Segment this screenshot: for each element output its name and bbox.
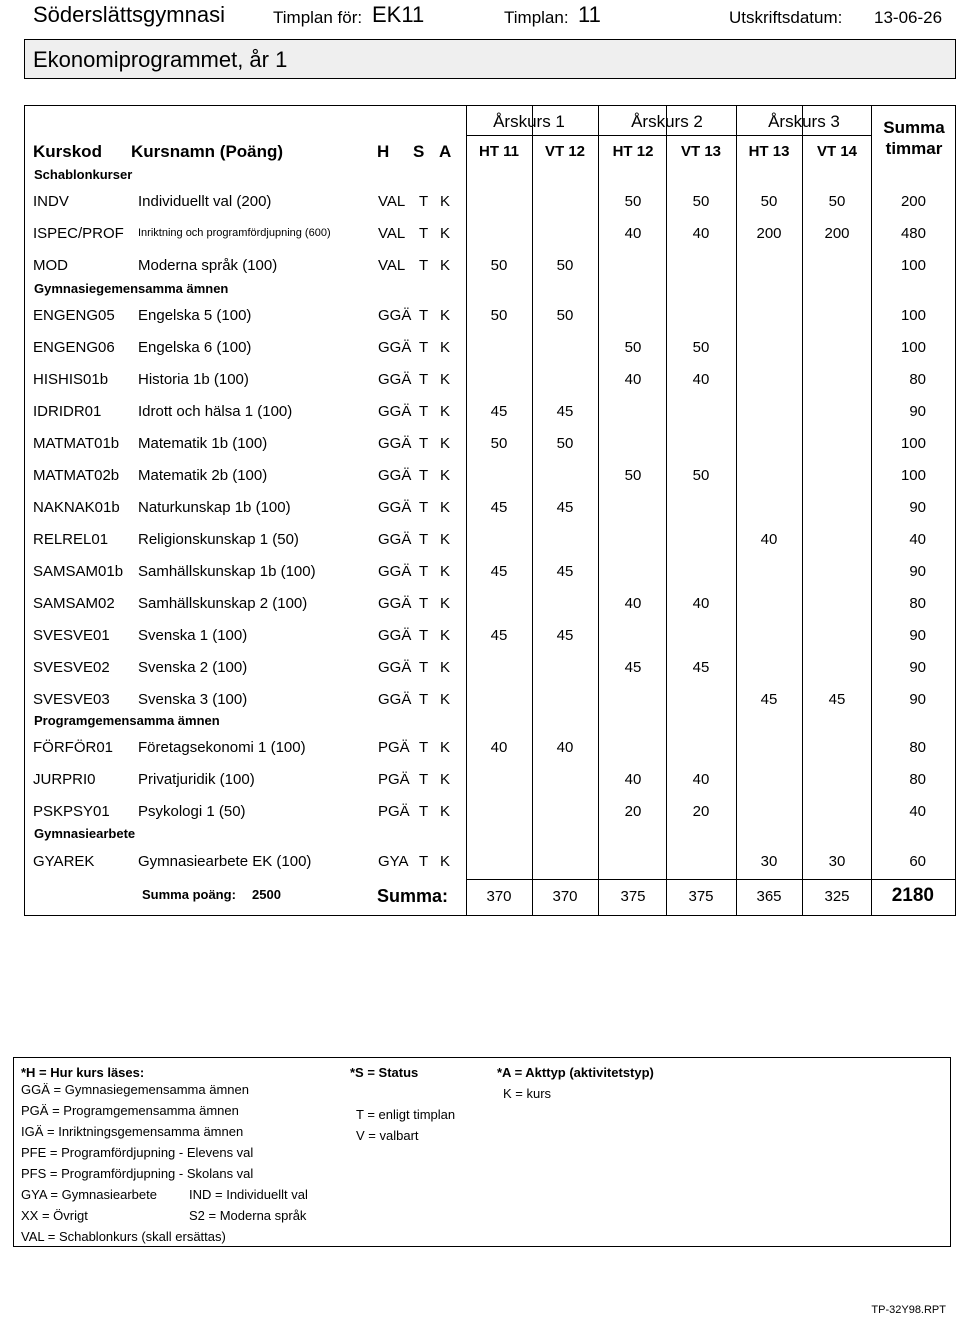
course-h: GGÄ (378, 403, 412, 420)
course-name: Svenska 1 (100) (138, 627, 248, 644)
course-s: T (419, 803, 429, 820)
term-hours: 50 (760, 193, 778, 210)
legend-h-item: IND = Individuellt val (189, 1187, 308, 1202)
course-code: ENGENG06 (33, 339, 115, 356)
course-h: PGÄ (378, 771, 410, 788)
course-name: Samhällskunskap 2 (100) (138, 595, 308, 612)
course-s: T (419, 691, 429, 708)
course-name: Privatjuridik (100) (138, 771, 255, 788)
print-date-value: 13-06-26 (874, 8, 943, 27)
course-code: IDRIDR01 (33, 403, 102, 420)
course-name: Engelska 6 (100) (138, 339, 252, 356)
course-sum: 100 (900, 467, 926, 484)
course-name: Individuellt val (200) (138, 193, 272, 210)
term-hours: 20 (624, 803, 642, 820)
term-hours: 45 (556, 563, 574, 580)
sum-header-line2: timmar (885, 139, 943, 158)
term-hours: 45 (760, 691, 778, 708)
term-header: HT 11 (478, 143, 520, 160)
section-title: Schablonkurser (34, 167, 133, 182)
course-sum: 90 (909, 499, 926, 516)
term-hours: 40 (692, 595, 710, 612)
course-name: Svenska 3 (100) (138, 691, 248, 708)
course-name: Historia 1b (100) (138, 371, 249, 388)
term-hours: 40 (760, 531, 778, 548)
course-sum: 60 (909, 853, 926, 870)
plan-for-label: Timplan för: (273, 8, 363, 27)
course-a: K (440, 739, 451, 756)
course-sum: 40 (909, 803, 926, 820)
course-a: K (440, 467, 451, 484)
section-title: Programgemensamma ämnen (34, 713, 220, 728)
course-h: PGÄ (378, 803, 410, 820)
legend-h-item: VAL = Schablonkurs (skall ersättas) (21, 1229, 226, 1244)
course-s: T (419, 659, 429, 676)
course-sum: 90 (909, 403, 926, 420)
course-h: GGÄ (378, 627, 412, 644)
course-h: GGÄ (378, 467, 412, 484)
course-name: Religionskunskap 1 (50) (138, 531, 299, 548)
course-s: T (419, 225, 429, 242)
term-hours: 50 (490, 435, 508, 452)
term-hours: 50 (556, 307, 574, 324)
grid-line (466, 879, 956, 880)
course-a: K (440, 225, 451, 242)
term-hours: 40 (692, 371, 710, 388)
course-a: K (440, 435, 451, 452)
course-code: SVESVE01 (33, 627, 110, 644)
term-hours: 45 (828, 691, 846, 708)
course-h: GGÄ (378, 307, 412, 324)
term-hours: 200 (756, 225, 782, 242)
course-a: K (440, 403, 451, 420)
course-code: SAMSAM01b (33, 563, 124, 580)
term-hours: 50 (556, 435, 574, 452)
section-title: Gymnasiegemensamma ämnen (34, 281, 229, 296)
sum-label: Summa: (377, 886, 449, 906)
year-header: Årskurs 3 (768, 112, 840, 131)
course-h: GGÄ (378, 371, 412, 388)
course-a: K (440, 339, 451, 356)
course-a: K (440, 691, 451, 708)
term-hours: 50 (624, 339, 642, 356)
course-name: Moderna språk (100) (138, 257, 278, 274)
grid-line (802, 105, 803, 916)
course-sum: 100 (900, 257, 926, 274)
course-name: Svenska 2 (100) (138, 659, 248, 676)
course-name: Naturkunskap 1b (100) (138, 499, 291, 516)
course-code: FÖRFÖR01 (33, 739, 114, 756)
term-total: 375 (620, 888, 646, 905)
term-header: VT 14 (816, 143, 858, 160)
course-s: T (419, 853, 429, 870)
term-hours: 40 (624, 595, 642, 612)
term-hours: 40 (624, 771, 642, 788)
course-s: T (419, 403, 429, 420)
term-hours: 30 (828, 853, 846, 870)
course-code: MATMAT02b (33, 467, 120, 484)
term-hours: 50 (692, 339, 710, 356)
term-header: HT 13 (748, 143, 790, 160)
course-sum: 80 (909, 371, 926, 388)
course-sum: 100 (900, 435, 926, 452)
course-h: GGÄ (378, 339, 412, 356)
course-sum: 90 (909, 627, 926, 644)
course-name: Företagsekonomi 1 (100) (138, 739, 306, 756)
course-a: K (440, 853, 451, 870)
course-code: SVESVE02 (33, 659, 110, 676)
legend-h-item: XX = Övrigt (21, 1208, 88, 1223)
course-sum: 480 (900, 225, 926, 242)
course-h: GGÄ (378, 595, 412, 612)
course-s: T (419, 771, 429, 788)
points-label: Summa poäng: (142, 887, 236, 902)
course-h: GGÄ (378, 499, 412, 516)
course-s: T (419, 499, 429, 516)
course-code: ISPEC/PROF (33, 225, 124, 242)
course-name: Psykologi 1 (50) (138, 803, 246, 820)
course-a: K (440, 257, 451, 274)
legend-h-title: *H = Hur kurs läses: (21, 1065, 145, 1080)
course-a: K (440, 595, 451, 612)
term-hours: 30 (760, 853, 778, 870)
term-header: HT 12 (612, 143, 654, 160)
course-sum: 80 (909, 595, 926, 612)
term-header: VT 12 (544, 143, 586, 160)
course-s: T (419, 467, 429, 484)
course-s: T (419, 739, 429, 756)
legend-h-item: S2 = Moderna språk (189, 1208, 307, 1223)
term-hours: 40 (624, 371, 642, 388)
term-hours: 45 (556, 403, 574, 420)
term-hours: 45 (556, 499, 574, 516)
course-h: GYA (378, 853, 409, 870)
course-name: Samhällskunskap 1b (100) (138, 563, 316, 580)
course-name: Idrott och hälsa 1 (100) (138, 403, 293, 420)
term-hours: 45 (490, 403, 508, 420)
legend-h-item: GGÄ = Gymnasiegemensamma ämnen (21, 1082, 249, 1097)
program-title: Ekonomiprogrammet, år 1 (33, 47, 288, 72)
course-h: VAL (378, 193, 406, 210)
term-total: 325 (824, 888, 850, 905)
grid-line (598, 105, 599, 916)
grid-line (666, 105, 667, 916)
grand-total: 2180 (891, 885, 934, 906)
course-h: VAL (378, 225, 406, 242)
course-code: HISHIS01b (33, 371, 109, 388)
s-header: S (413, 142, 425, 161)
term-hours: 45 (624, 659, 642, 676)
course-name: Matematik 1b (100) (138, 435, 268, 452)
legend-s-item: V = valbart (356, 1128, 419, 1143)
course-h: GGÄ (378, 691, 412, 708)
course-code: NAKNAK01b (33, 499, 120, 516)
term-hours: 50 (624, 467, 642, 484)
course-s: T (419, 627, 429, 644)
course-h: GGÄ (378, 435, 412, 452)
course-s: T (419, 563, 429, 580)
course-h: GGÄ (378, 659, 412, 676)
course-sum: 90 (909, 563, 926, 580)
course-code: RELREL01 (33, 531, 109, 548)
course-code: PSKPSY01 (33, 803, 110, 820)
course-a: K (440, 803, 451, 820)
term-hours: 50 (624, 193, 642, 210)
course-a: K (440, 531, 451, 548)
term-hours: 40 (556, 739, 574, 756)
year-header: Årskurs 2 (631, 112, 703, 131)
course-a: K (440, 371, 451, 388)
a-header: A (439, 142, 452, 161)
term-hours: 45 (490, 499, 508, 516)
term-hours: 45 (556, 627, 574, 644)
term-hours: 50 (692, 467, 710, 484)
course-code: SVESVE03 (33, 691, 110, 708)
term-hours: 200 (824, 225, 850, 242)
school-name: Söderslättsgymnasi (33, 2, 225, 27)
grid-line (466, 135, 871, 136)
plan-label: Timplan: (504, 8, 569, 27)
course-code: ENGENG05 (33, 307, 115, 324)
term-hours: 40 (692, 771, 710, 788)
term-hours: 40 (692, 225, 710, 242)
term-hours: 40 (624, 225, 642, 242)
course-h: PGÄ (378, 739, 410, 756)
course-s: T (419, 371, 429, 388)
course-sum: 40 (909, 531, 926, 548)
course-h: VAL (378, 257, 406, 274)
term-hours: 20 (692, 803, 710, 820)
legend-h-item: IGÄ = Inriktningsgemensamma ämnen (21, 1124, 244, 1139)
course-code: MATMAT01b (33, 435, 120, 452)
course-code: MOD (33, 257, 68, 274)
course-s: T (419, 339, 429, 356)
print-date-label: Utskriftsdatum: (729, 8, 843, 27)
course-code: GYAREK (33, 853, 95, 870)
course-s: T (419, 435, 429, 452)
term-hours: 50 (828, 193, 846, 210)
course-sum: 100 (900, 307, 926, 324)
course-code: INDV (33, 193, 69, 210)
term-total: 375 (688, 888, 714, 905)
legend-s-title: *S = Status (350, 1065, 419, 1080)
legend-h-item: PFE = Programfördjupning - Elevens val (21, 1145, 254, 1160)
legend-h-item: GYA = Gymnasiearbete (21, 1187, 157, 1202)
legend-h-item: PGÄ = Programgemensamma ämnen (21, 1103, 239, 1118)
course-code: SAMSAM02 (33, 595, 115, 612)
term-hours: 50 (556, 257, 574, 274)
sum-header (872, 117, 956, 159)
term-hours: 45 (692, 659, 710, 676)
course-a: K (440, 499, 451, 516)
plan-value: 11 (578, 2, 601, 27)
report-id: TP-32Y98.RPT (871, 1304, 946, 1316)
course-name: Inriktning och programfördjupning (600) (138, 227, 331, 239)
term-total: 370 (552, 888, 578, 905)
plan-for-value: EK11 (372, 2, 425, 27)
term-hours: 40 (490, 739, 508, 756)
legend-a-title: *A = Akttyp (aktivitetstyp) (497, 1065, 654, 1080)
course-a: K (440, 771, 451, 788)
course-a: K (440, 307, 451, 324)
legend-h-item: PFS = Programfördjupning - Skolans val (21, 1166, 254, 1181)
course-a: K (440, 193, 451, 210)
course-sum: 90 (909, 659, 926, 676)
kursnamn-header: Kursnamn (Poäng) (131, 142, 284, 161)
sum-header-line1: Summa (883, 118, 945, 137)
course-name: Gymnasiearbete EK (100) (138, 853, 312, 870)
legend-a-item: K = kurs (503, 1086, 552, 1101)
course-name: Matematik 2b (100) (138, 467, 268, 484)
course-name: Engelska 5 (100) (138, 307, 252, 324)
course-sum: 80 (909, 739, 926, 756)
section-title: Gymnasiearbete (34, 826, 136, 841)
term-hours: 50 (692, 193, 710, 210)
course-sum: 100 (900, 339, 926, 356)
term-hours: 45 (490, 563, 508, 580)
course-s: T (419, 193, 429, 210)
course-s: T (419, 307, 429, 324)
course-s: T (419, 531, 429, 548)
h-header: H (377, 142, 390, 161)
term-hours: 45 (490, 627, 508, 644)
course-a: K (440, 659, 451, 676)
course-sum: 90 (909, 691, 926, 708)
year-header: Årskurs 1 (493, 112, 565, 131)
term-hours: 50 (490, 307, 508, 324)
legend-s-item: T = enligt timplan (356, 1107, 456, 1122)
term-header: VT 13 (680, 143, 722, 160)
course-h: GGÄ (378, 531, 412, 548)
course-code: JURPRI0 (33, 771, 96, 788)
term-total: 365 (756, 888, 782, 905)
course-sum: 80 (909, 771, 926, 788)
course-sum: 200 (900, 193, 926, 210)
course-a: K (440, 563, 451, 580)
kurskod-header: Kurskod (33, 142, 102, 161)
course-s: T (419, 595, 429, 612)
term-hours: 50 (490, 257, 508, 274)
course-s: T (419, 257, 429, 274)
term-total: 370 (486, 888, 512, 905)
course-a: K (440, 627, 451, 644)
course-h: GGÄ (378, 563, 412, 580)
points-value: 2500 (252, 887, 281, 902)
